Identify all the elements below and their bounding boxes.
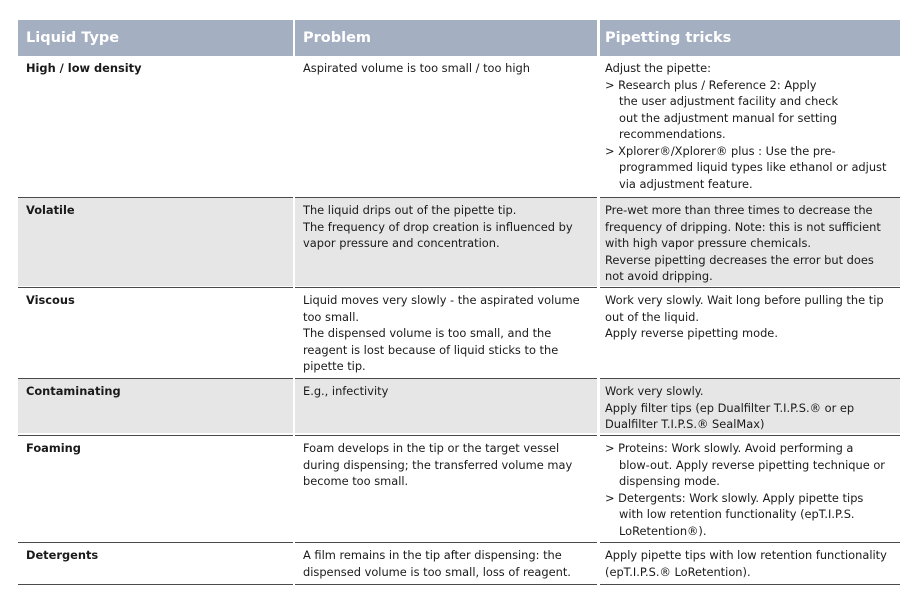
liquid-type: Detergents [26, 548, 99, 562]
header-liquid-type: Liquid Type [18, 20, 293, 56]
tricks-text: Work very slowly. Wait long before pulling the tip out of the liquid. Apply reverse pipetting mode. [605, 293, 884, 340]
problem-text: E.g., infectivity [303, 384, 389, 398]
problem-text: A film remains in the tip after dispensing: the dispensed volume is too small, loss of reagent. [303, 548, 571, 579]
tricks-text: Adjust the pipette: > Research plus / Reference 2: Apply the user adjustment facility and check out the adjustment manual for setting recommendations. > Xplorer®/Xplorer® plus : Use the pre- programmed liquid types like ethanol or adjust via adjustment feature. [605, 61, 887, 191]
liquid-type: Viscous [26, 293, 75, 307]
liquid-type: High / low density [26, 61, 142, 75]
problem-text: The liquid drips out of the pipette tip. The frequency of drop creation is influenced by vapor pressure and concentration. [295, 198, 597, 286]
header-problem: Problem [295, 20, 597, 56]
table-header [18, 20, 900, 56]
liquid-type: Volatile [26, 203, 75, 217]
tricks-text: Apply pipette tips with low retention functionality (epT.I.P.S.® LoRetention). [605, 548, 887, 579]
problem-text: Aspirated volume is too small / too high [303, 61, 530, 75]
liquid-type: Foaming [26, 441, 81, 455]
tricks-text: Work very slowly. Apply filter tips (ep Dualfilter T.I.P.S.® or ep Dualfilter T.I.P.S.® SealMax) [600, 379, 900, 433]
liquid-type: Contaminating [26, 384, 121, 398]
tricks-text: > Proteins: Work slowly. Avoid performing a blow-out. Apply reverse pipetting technique or dispensing mode. > Detergents: Work slowly. Apply pipette tips with low retention functionality (epT.I.P.S. LoRetention®). [605, 441, 885, 538]
problem-text: Foam develops in the tip or the target vessel during dispensing; the transferred volume may become too small. [303, 441, 573, 488]
header-pipetting-tricks: Pipetting tricks [600, 20, 900, 56]
problem-text: Liquid moves very slowly - the aspirated volume too small. The dispensed volume is too small, and the reagent is lost because of liquid sticks to the pipette tip. [303, 293, 580, 373]
tricks-text: Pre-wet more than three times to decrease the frequency of dripping. Note: this is not sufficient with high vapor pressure chemicals. Reverse pipetting decreases the error but does not avoid dripping. [600, 198, 900, 286]
